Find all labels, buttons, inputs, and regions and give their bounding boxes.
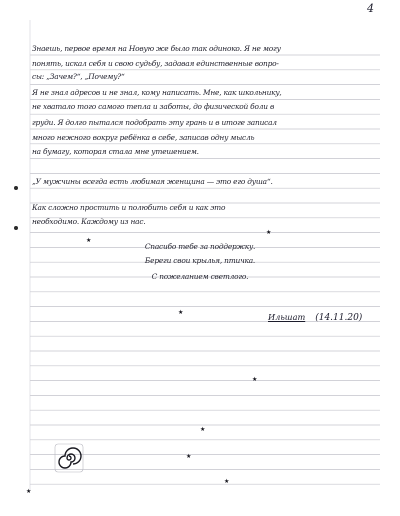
star-doodle-icon: ★: [186, 453, 192, 460]
text-line: не хватало того самого тепла и заботы, до физической боли в: [32, 102, 275, 111]
spiral-doodle-icon: [54, 443, 84, 473]
text-line: понять, искал себя и свою судьбу, задавая единственные вопро-: [32, 59, 279, 68]
star-doodle-icon: ★: [200, 426, 206, 433]
closing-line: С пожеланием светлого.: [151, 272, 249, 281]
text-line: сы: „Зачем?“, „Почему?“: [32, 72, 125, 81]
closing-line: Спасибо тебе за поддержку.: [144, 242, 256, 251]
page-number: 4: [367, 2, 374, 15]
closing-line: Береги свои крылья, птичка.: [144, 256, 256, 265]
text-line: Как сложно простить и полюбить себя и как это: [32, 203, 226, 212]
text-line: груди. Я долго пытался подобрать эту грань и в итоге записал: [32, 118, 277, 127]
star-doodle-icon: ★: [178, 309, 184, 316]
text-line: Знаешь, первое время на Новую же было так одиноко. Я не могу: [32, 44, 281, 53]
signature: [268, 312, 362, 323]
quote-line: „У мужчины всегда есть любимая женщина — это его душа“.: [32, 177, 273, 186]
star-doodle-icon: ★: [266, 229, 272, 236]
punch-hole: [14, 226, 18, 230]
star-doodle-icon: ★: [86, 237, 92, 244]
text-line: необходимо. Каждому из нас.: [32, 217, 146, 226]
signature-date: (14.11.20): [315, 313, 363, 323]
star-doodle-icon: ★: [26, 488, 32, 495]
star-doodle-icon: ★: [224, 478, 230, 485]
text-line: много нежного вокруг ребёнка в себе, записав одну мысль: [32, 133, 255, 142]
punch-hole: [14, 186, 18, 190]
text-line: на бумагу, которая стала мне утешением.: [32, 147, 199, 156]
text-line: Я не знал адресов и не знал, кому написать. Мне, как школьнику,: [32, 88, 282, 97]
signature-name: Ильшат: [268, 312, 306, 322]
star-doodle-icon: ★: [252, 376, 258, 383]
